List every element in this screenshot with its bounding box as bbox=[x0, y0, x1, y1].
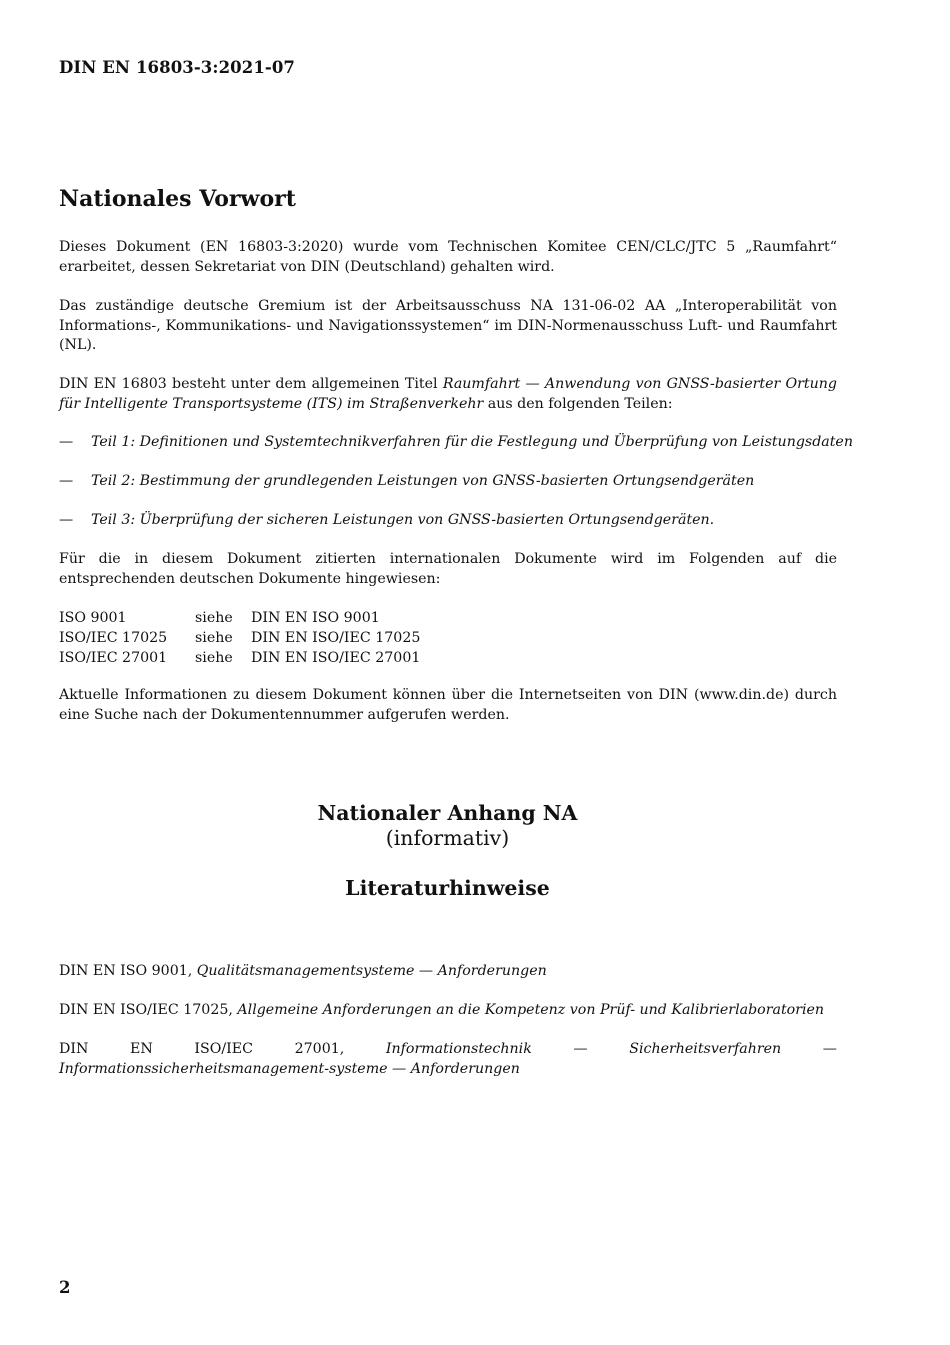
paragraph: Für die in diesem Dokument zitierten internationalen Dokumente wird im Folgenden auf die entsprechenden deutschen Dokumente hingewiesen: bbox=[59, 551, 837, 587]
literature-item bbox=[59, 1001, 837, 1021]
literature-title: Allgemeine Anforderungen an die Kompetenz von Prüf- und Kalibrierlaboratorien bbox=[237, 1002, 825, 1018]
reference-link-word: siehe bbox=[195, 610, 233, 626]
series-title: Raumfahrt — Anwendung von GNSS-basierter Ortung für Intelligente Transportsysteme (ITS) im Straßenverkehr bbox=[59, 376, 837, 412]
german-reference: DIN EN ISO/IEC 17025 bbox=[251, 630, 421, 646]
annex-title: Nationaler Anhang NA bbox=[317, 801, 578, 825]
dash-bullet: — bbox=[59, 473, 74, 489]
list-item-text: Teil 3: Überprüfung der sicheren Leistungen von GNSS-basierten Ortungsendgeräten. bbox=[91, 512, 715, 528]
german-reference: DIN EN ISO 9001 bbox=[251, 610, 380, 626]
paragraph-text: DIN EN 16803 besteht unter dem allgemeinen Titel bbox=[59, 376, 443, 392]
page-number: 2 bbox=[59, 1278, 71, 1297]
list-item-text: Teil 1: Definitionen und Systemtechnikverfahren für die Festlegung und Überprüfung von Leistungsdaten bbox=[91, 434, 853, 450]
german-reference: DIN EN ISO/IEC 27001 bbox=[251, 650, 421, 666]
reference-link-word: siehe bbox=[195, 650, 233, 666]
dash-bullet: — bbox=[59, 512, 74, 528]
literature-code: DIN EN ISO 9001, bbox=[59, 963, 197, 979]
dash-bullet: — bbox=[59, 434, 74, 450]
reference-link-word: siehe bbox=[195, 630, 233, 646]
list-item-text: Teil 2: Bestimmung der grundlegenden Leistungen von GNSS-basierten Ortungsendgeräten bbox=[91, 473, 755, 489]
literature-heading: Literaturhinweise bbox=[345, 876, 550, 900]
international-reference: ISO/IEC 27001 bbox=[59, 650, 168, 666]
literature-title: Qualitätsmanagementsysteme — Anforderungen bbox=[196, 963, 547, 979]
international-reference: ISO 9001 bbox=[59, 610, 127, 626]
literature-code: DIN EN ISO/IEC 27001, bbox=[59, 1041, 386, 1057]
international-reference: ISO/IEC 17025 bbox=[59, 630, 168, 646]
document-id: DIN EN 16803-3:2021-07 bbox=[59, 58, 296, 77]
literature-item bbox=[59, 962, 837, 982]
annex-subtitle: (informativ) bbox=[385, 826, 510, 850]
literature-code: DIN EN ISO/IEC 17025, bbox=[59, 1002, 238, 1018]
paragraph-parts-intro bbox=[59, 375, 837, 414]
literature-item bbox=[59, 1040, 837, 1079]
paragraph: Das zuständige deutsche Gremium ist der Arbeitsausschuss NA 131-06-02 AA „Interoperabilität von Informations-, Kommunikations- und Navigationssystemen“ im DIN-Normenausschuss Luft- und Raumfahrt (NL). bbox=[59, 298, 837, 354]
paragraph: Dieses Dokument (EN 16803-3:2020) wurde vom Technischen Komitee CEN/CLC/JTC 5 „Raumfahrt“ erarbeitet, dessen Sekretariat von DIN (Deutschland) gehalten wird. bbox=[59, 239, 837, 275]
paragraph: Aktuelle Informationen zu diesem Dokument können über die Internetseiten von DIN (www.din.de) durch eine Suche nach der Dokumentennummer aufgerufen werden. bbox=[59, 687, 837, 723]
literature-title: Informationstechnik — Sicherheitsverfahren — Informationssicherheitsmanagement-systeme — Anforderungen bbox=[59, 1041, 837, 1077]
section-title-vorwort: Nationales Vorwort bbox=[59, 186, 296, 212]
paragraph-text: aus den folgenden Teilen: bbox=[483, 395, 673, 412]
